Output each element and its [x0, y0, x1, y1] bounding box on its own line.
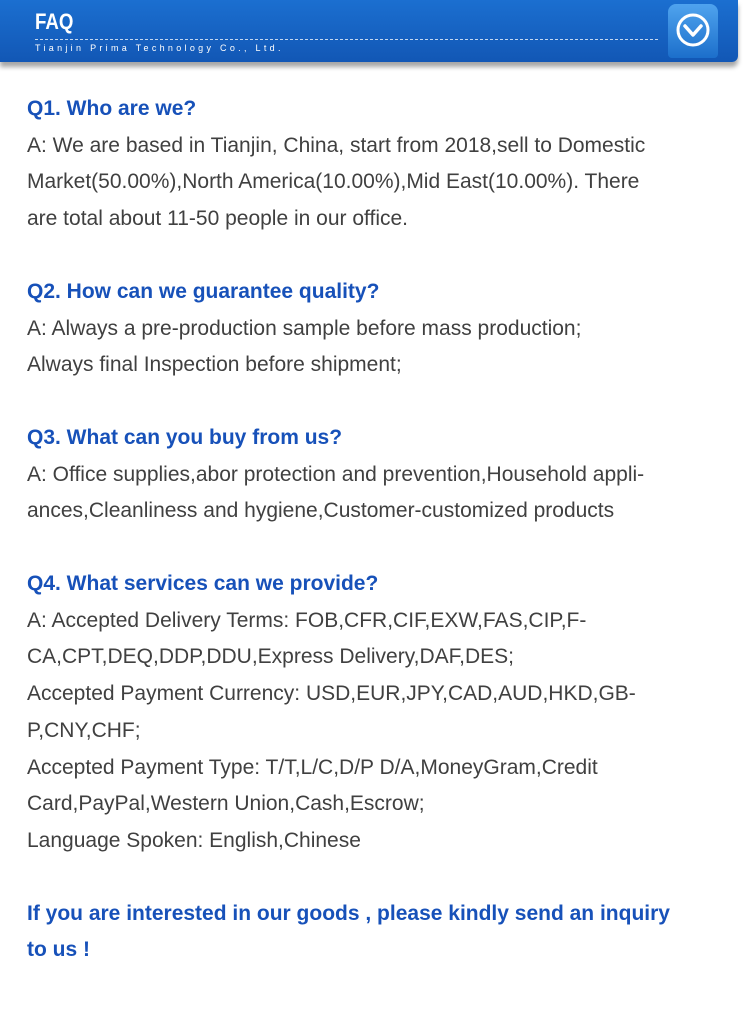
- faq-item-q1: [27, 91, 727, 238]
- banner-company-name: Tianjin Prima Technology Co., Ltd.: [35, 43, 284, 53]
- faq-item-q2: [27, 274, 727, 384]
- faq-answer-line: are total about 11-50 people in our office.: [27, 207, 408, 231]
- faq-answer-line: Market(50.00%),North America(10.00%),Mid East(10.00%). There: [27, 170, 640, 194]
- faq-content: [27, 91, 727, 969]
- faq-answer-line: Always final Inspection before shipment;: [27, 353, 402, 377]
- faq-question: Q2. How can we guarantee quality?: [27, 279, 380, 303]
- closing-line: to us !: [27, 938, 90, 962]
- faq-answer-line: ances,Cleanliness and hygiene,Customer-customized products: [27, 499, 615, 523]
- closing-message: [27, 896, 727, 969]
- banner-bar: [0, 0, 738, 62]
- banner-divider: [35, 39, 658, 40]
- faq-answer-line: Card,PayPal,Western Union,Cash,Escrow;: [27, 792, 425, 816]
- banner-title: FAQ: [35, 9, 74, 34]
- faq-item-q4: [27, 566, 727, 860]
- faq-answer-line: Language Spoken: English,Chinese: [27, 828, 361, 852]
- faq-answer-line: A: Always a pre-production sample before mass production;: [27, 316, 582, 340]
- faq-question: Q3. What can you buy from us?: [27, 425, 343, 449]
- faq-answer-line: Accepted Payment Type: T/T,L/C,D/P D/A,MoneyGram,Credit: [27, 755, 598, 779]
- chevron-down-circle-icon: [668, 4, 718, 58]
- faq-question: Q1. Who are we?: [27, 97, 197, 120]
- faq-answer-line: CA,CPT,DEQ,DDP,DDU,Express Delivery,DAF,DES;: [27, 645, 514, 669]
- faq-answer-line: Accepted Payment Currency: USD,EUR,JPY,CAD,AUD,HKD,GB-: [27, 682, 636, 706]
- faq-question: Q4. What services can we provide?: [27, 572, 379, 596]
- faq-banner: [0, 0, 750, 70]
- faq-answer-line: P,CNY,CHF;: [27, 718, 141, 742]
- faq-answer-line: A: Office supplies,abor protection and prevention,Household appli-: [27, 462, 645, 486]
- faq-answer-line: A: Accepted Delivery Terms: FOB,CFR,CIF,EXW,FAS,CIP,F-: [27, 608, 587, 632]
- closing-line: If you are interested in our goods , please kindly send an inquiry: [27, 901, 670, 925]
- faq-item-q3: [27, 420, 727, 530]
- faq-answer-line: A: We are based in Tianjin, China, start from 2018,sell to Domestic: [27, 133, 646, 157]
